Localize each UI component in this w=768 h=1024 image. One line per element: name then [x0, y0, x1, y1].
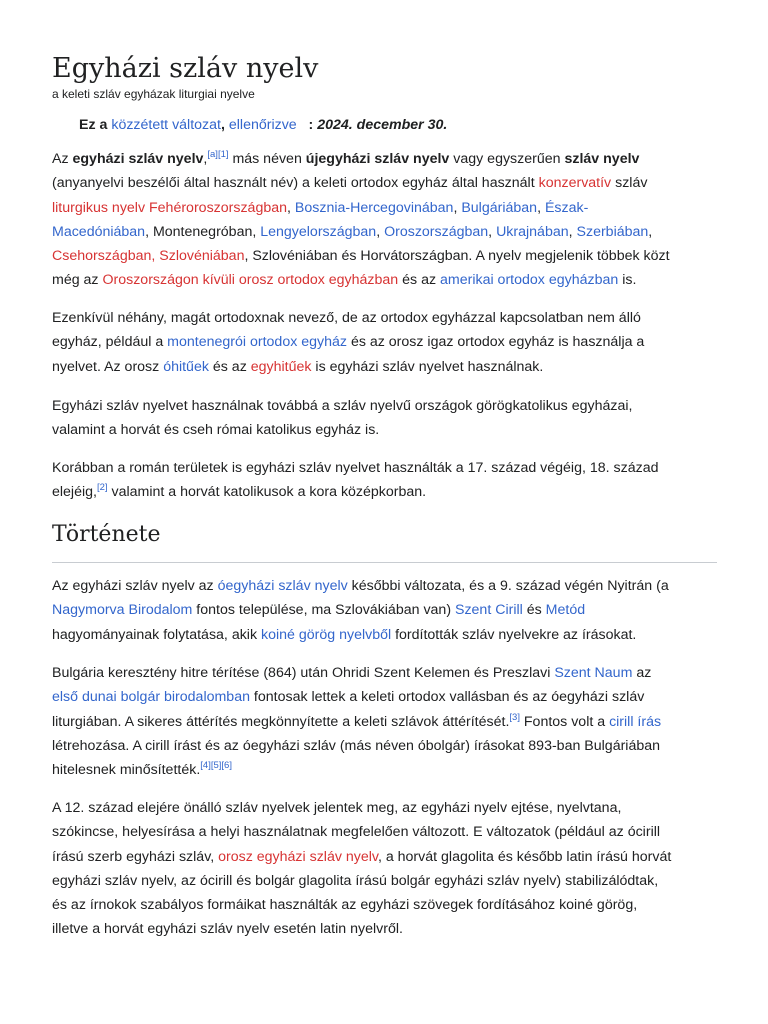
- notice-prefix: Ez a: [79, 117, 108, 133]
- heading-divider: [52, 562, 717, 563]
- montenegrin-orthodox-link[interactable]: montenegrói ortodox egyház: [167, 334, 347, 351]
- edinovertsy-link[interactable]: egyhitűek: [250, 358, 312, 375]
- text: Az egyházi szláv nyelv az: [52, 578, 218, 594]
- text-line: [52, 220, 722, 244]
- review-notice: [79, 115, 447, 135]
- text-line: [52, 355, 722, 379]
- text-line: és az írnokok szabályos formáikat használták az egyházi szövegek fordításához koiné görög,: [52, 897, 638, 914]
- text-line: illetve a horvát egyházi szláv nyelv esetén latin nyelvről.: [52, 921, 403, 938]
- text-line: [52, 574, 722, 598]
- text-line: [52, 758, 722, 782]
- russia-link[interactable]: Oroszországban: [384, 223, 489, 240]
- text-line: létrehozása. A cirill írást és az óegyházi szláv (más néven óbolgár) írásokat 893-ban Bulgáriában: [52, 737, 661, 754]
- serbia-link[interactable]: Szerbiában: [576, 223, 649, 240]
- reviewed-link[interactable]: ellenőrizve: [228, 117, 297, 133]
- text: vagy egyszerűen: [449, 151, 565, 167]
- text: Bulgária keresztény hitre térítése (864) után Ohridi Szent Kelemen és Preszlavi: [52, 665, 555, 681]
- text-line: [52, 623, 722, 647]
- page-subtitle: a keleti szláv egyházak liturgiai nyelve: [52, 87, 255, 101]
- text: liturgiában. A sikeres áttérítés megkönnyítette a keleti szlávok áttérítését.: [52, 713, 510, 730]
- text: más néven: [228, 151, 306, 167]
- text-line: [52, 147, 722, 171]
- text-line: A 12. század elejére önálló szláv nyelvek jelentek meg, az egyházi nyelv ejtése, nyelvtana,: [52, 800, 622, 816]
- text: és az: [208, 358, 251, 375]
- text: (anyanyelvi beszélői által használt név) a keleti ortodox egyház által használt: [52, 175, 539, 192]
- text: ,: [648, 223, 653, 240]
- history-paragraph-3: [52, 796, 722, 942]
- text: ,: [203, 151, 208, 167]
- intro-paragraph-2: [52, 306, 722, 379]
- footnote-1-link[interactable]: [1]: [217, 149, 229, 160]
- text: ,: [453, 199, 462, 216]
- text-line: [52, 598, 722, 622]
- north-macedonia-link-cont[interactable]: Macedóniában: [52, 223, 146, 240]
- russian-church-slavonic-link[interactable]: orosz egyházi szláv nyelv: [218, 848, 378, 865]
- term-bold: újegyházi szláv nyelv: [305, 151, 450, 167]
- text-line: [52, 710, 722, 734]
- text: fontos települése, ma Szlovákiában van): [192, 602, 455, 619]
- intro-paragraph-4: [52, 456, 722, 505]
- footnote-refs: [207, 149, 228, 160]
- liturgical-language-link[interactable]: liturgikus nyelv: [52, 199, 146, 216]
- saint-cyril-link[interactable]: Szent Cirill: [454, 602, 523, 619]
- text: , Montenegróban,: [145, 223, 261, 240]
- saint-naum-link[interactable]: Szent Naum: [554, 665, 633, 681]
- footnote-refs: [97, 482, 108, 493]
- great-moravia-link[interactable]: Nagymorva Birodalom: [52, 602, 193, 619]
- text: szláv: [611, 175, 648, 192]
- text-line: [52, 244, 722, 268]
- american-orthodox-link[interactable]: amerikai ortodox egyházban: [440, 272, 619, 289]
- history-paragraph-1: [52, 574, 722, 647]
- text: és: [522, 602, 546, 619]
- text: fordították szláv nyelvekre az írásokat.: [391, 626, 637, 643]
- text: ,: [537, 199, 545, 216]
- czechia-link[interactable]: Csehországban: [52, 248, 152, 265]
- footnote-refs: [509, 712, 520, 723]
- north-macedonia-link[interactable]: Észak-: [544, 199, 589, 216]
- text-line: valamint a horvát és cseh római katolikus egyház is.: [52, 422, 380, 439]
- history-heading: Története: [52, 522, 161, 547]
- text-line: Egyházi szláv nyelvet használnak továbbá a szláv nyelvű országok görögkatolikus egyházai,: [52, 398, 633, 414]
- text-line: [52, 845, 722, 869]
- intro-paragraph-1: [52, 147, 722, 293]
- conservative-link[interactable]: konzervatív: [538, 175, 612, 192]
- text: , a horvát glagolita és később latin írású horvát: [377, 848, 672, 865]
- footnote-5-link[interactable]: [5]: [210, 760, 222, 772]
- text-line: [52, 480, 722, 504]
- bosnia-link[interactable]: Bosznia-Hercegovinában: [294, 199, 454, 216]
- text: nyelvet. Az orosz: [52, 358, 164, 375]
- notice-comma: ,: [220, 117, 225, 133]
- text: hagyományainak folytatása, akik: [52, 626, 261, 643]
- text: is egyházi szláv nyelvet használnak.: [311, 358, 544, 375]
- text: ,: [376, 223, 385, 240]
- text: is.: [618, 272, 637, 289]
- text: későbbi változata, és a 9. század végén Nyitrán (a: [347, 578, 669, 594]
- bulgaria-link[interactable]: Bulgáriában: [461, 199, 538, 216]
- text-line: szókincse, helyesírása a helyi használatnak megfelelően változott. E változatok (például az ócirill: [52, 824, 661, 841]
- footnote-4-link[interactable]: [4]: [200, 760, 211, 772]
- text-line: [52, 685, 722, 709]
- footnote-2-link[interactable]: [2]: [96, 482, 108, 494]
- text: ,: [287, 199, 295, 216]
- intro-paragraph-3: [52, 394, 722, 443]
- footnote-6-link[interactable]: [6]: [221, 760, 232, 772]
- text: és az: [398, 272, 440, 289]
- poland-link[interactable]: Lengyelországban: [260, 223, 377, 240]
- text: valamint a horvát katolikusok a kora középkorban.: [107, 484, 427, 501]
- text: hitelesnek minősítették.: [52, 762, 201, 779]
- text: Az: [52, 151, 73, 167]
- term-bold: egyházi szláv nyelv: [72, 151, 204, 167]
- text: még az: [52, 272, 103, 289]
- text: ,: [488, 223, 497, 240]
- term-bold: szláv nyelv: [564, 151, 640, 167]
- text: az: [632, 665, 652, 681]
- methodius-link[interactable]: Metód: [545, 602, 586, 619]
- notice-colon: :: [308, 117, 314, 133]
- rocor-link[interactable]: Oroszországon kívüli orosz ortodox egyházban: [102, 272, 399, 289]
- belarus-link[interactable]: Fehéroroszországban: [149, 199, 288, 216]
- slovenia-link[interactable]: Szlovéniában: [159, 248, 245, 265]
- footnote-a-link[interactable]: [a]: [207, 149, 218, 160]
- text-line: Korábban a román területek is egyházi szláv nyelvet használták a 17. század végéig, 18. század: [52, 460, 659, 476]
- text-line: [52, 268, 722, 292]
- old-church-slavonic-link[interactable]: óegyházi szláv nyelv: [217, 578, 348, 594]
- footnote-refs: [200, 760, 232, 771]
- text: egyház, például a: [52, 334, 168, 351]
- old-believers-link[interactable]: óhitűek: [163, 358, 209, 375]
- text: írású szerb egyházi szláv,: [52, 848, 219, 865]
- page-title: Egyházi szláv nyelv: [52, 53, 319, 84]
- published-version-link[interactable]: közzétett változat: [111, 117, 221, 133]
- text: ,: [151, 248, 160, 265]
- text-line: [52, 661, 722, 685]
- text: elejéig,: [52, 484, 97, 501]
- koine-greek-link[interactable]: koiné görög nyelvből: [261, 626, 392, 643]
- text: ,: [568, 223, 577, 240]
- text-line: [52, 196, 722, 220]
- history-paragraph-2: [52, 661, 722, 782]
- text: , Szlovéniában és Horvátországban. A nyelv megjelenik többek közt: [244, 248, 670, 265]
- footnote-3-link[interactable]: [3]: [509, 711, 520, 723]
- notice-date: 2024. december 30.: [317, 117, 448, 133]
- text: Fontos volt a: [519, 713, 610, 730]
- text: fontosak lettek a keleti ortodox vallásban és az óegyházi szláv: [249, 689, 645, 706]
- text-line: [52, 330, 722, 354]
- text-line: Ezenkívül néhány, magát ortodoxnak nevező, de az ortodox egyházzal kapcsolatban nem álló: [52, 310, 641, 326]
- text-line: [52, 171, 722, 195]
- text: és az orosz igaz ortodox egyház is használja a: [347, 334, 645, 351]
- first-bulgarian-empire-link[interactable]: első dunai bolgár birodalomban: [52, 689, 250, 706]
- ukraine-link[interactable]: Ukrajnában: [496, 223, 569, 240]
- cyrillic-script-link[interactable]: cirill írás: [609, 713, 662, 730]
- text-line: egyházi szláv nyelv, az ócirill és bolgár glagolita írású bolgár egyházi szláv nyelv) stabilizálódtak,: [52, 872, 659, 889]
